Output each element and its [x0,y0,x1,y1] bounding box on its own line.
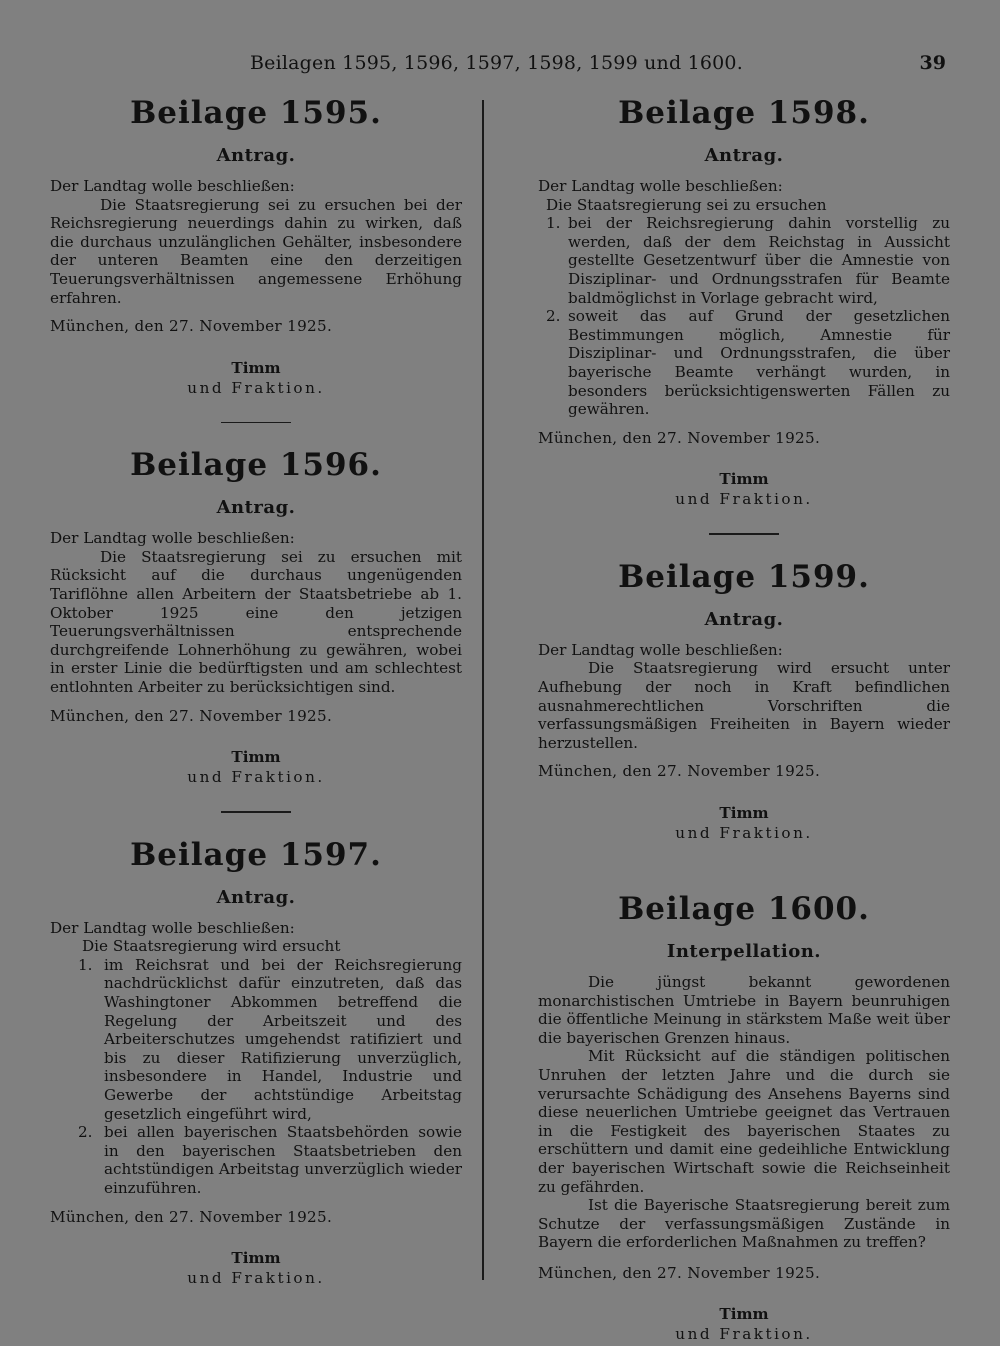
running-title: Beilagen 1595, 1596, 1597, 1598, 1599 und 1600. [250,52,743,74]
section-body: Die Staatsregierung wird ersucht unter Aufhebung der noch in Kraft befindlichen ausnahmerechtlichen Vorschriften die verfassungsmäßigen Freiheiten in Bayern wieder herzustellen. [538,659,950,752]
section-separator [221,422,291,424]
beilage-1600 [538,891,950,1345]
section-signer: Timm [719,1305,769,1324]
section-heading: Beilage 1599. [618,558,870,595]
section-heading: Beilage 1596. [130,447,382,484]
section-intro: Der Landtag wolle beschließen: [538,640,783,659]
numbered-list [50,956,462,1198]
section-date: München, den 27. November 1925. [538,1263,821,1282]
section-separator [221,811,291,813]
section-spacer [538,843,950,891]
beilage-1596 [50,447,462,787]
section-subhead: Antrag. [216,145,296,166]
left-column [50,95,462,1288]
section-intro: Der Landtag wolle beschließen: [50,918,295,937]
section-faction: und Fraktion. [675,1325,813,1344]
section-subhead: Antrag. [704,608,784,630]
running-head [0,52,1000,78]
numbered-list [538,214,950,419]
beilage-1599 [538,559,950,843]
list-item [538,307,950,419]
section-intro: Der Landtag wolle beschließen: [50,177,295,195]
section-subhead: Interpellation. [666,940,822,962]
section-subhead: Antrag. [216,497,296,519]
section-date: München, den 27. November 1925. [538,762,821,781]
list-text: im Reichsrat und bei der Reichsregierung nachdrücklichst dafür einzutreten, daß das Washingtoner Abkommen betreffend die Regelung der Arbeitszeit und des Arbeiterschutzes umgehendst ratifiziert und bis zu dieser Ratifizierung unverzüglich, insbesondere in Handel, Industrie und Gewerbe der achtstündige Arbeitstag gesetzlich eingeführt wird, [104,955,462,1123]
section-subhead: Antrag. [704,145,784,166]
section-faction: und Fraktion. [675,490,813,509]
list-number: 1. [78,955,93,974]
section-body: Die Staatsregierung sei zu ersuchen bei der Reichsregierung neuerdings dahin zu wirken, daß die durchaus unzulänglichen Gehälter, insbesondere der unteren Beamten eine den derzeitigen Teuerungsverhältnissen angemessene Erhöhung erfahren. [50,195,462,307]
section-paragraph: Die jüngst bekannt gewordenen monarchistischen Umtriebe in Bayern beunruhigen die öffentliche Meinung in stärkstem Maße weit über die bayerischen Grenzen hinaus. [538,972,950,1047]
section-heading: Beilage 1595. [130,95,382,131]
section-signer: Timm [719,470,769,489]
section-faction: und Fraktion. [187,378,325,397]
section-signer: Timm [231,748,281,767]
list-number: 1. [546,214,561,233]
column-divider [482,100,484,1280]
section-paragraph: Mit Rücksicht auf die ständigen politischen Unruhen der letzten Jahre und die durch sie verursachte Schädigung des Ansehens Bayerns sind diese neuerlichen Umtriebe geeignet das Vertrauen in die Festigkeit des bayerischen Staates zu erschüttern und damit eine gedeihliche Entwicklung der bayerischen Wirtschaft sowie die Reichseinheit zu gefährden. [538,1047,950,1196]
list-number: 2. [546,307,561,326]
section-intro: Der Landtag wolle beschließen: [50,529,295,548]
section-date: München, den 27. November 1925. [50,317,333,336]
beilage-1598 [538,95,950,509]
list-text: bei der Reichsregierung dahin vorstellig zu werden, daß der dem Reichstag in Aussicht gestellte Gesetzentwurf über die Amnestie von Disziplinar- und Ordnungsstrafen für Beamte baldmöglichst in Vorlage gebracht wird, [568,214,950,307]
section-lead: Die Staatsregierung sei zu ersuchen [546,195,827,214]
section-separator [709,533,779,535]
section-subhead: Antrag. [216,886,296,908]
beilage-1597 [50,837,462,1289]
section-date: München, den 27. November 1925. [538,428,821,447]
list-text: bei allen bayerischen Staatsbehörden sowie in den bayerischen Staatsbetrieben den achtstündigen Arbeitstag unverzüglich wieder einzuführen. [104,1123,462,1197]
section-faction: und Fraktion. [675,823,813,842]
list-item [538,214,950,307]
section-signer: Timm [231,1249,281,1268]
list-item [50,1123,462,1197]
right-column [538,95,950,1344]
section-heading: Beilage 1597. [130,836,382,873]
section-faction: und Fraktion. [187,1269,325,1288]
section-body: Die Staatsregierung sei zu ersuchen mit Rücksicht auf die durchaus ungenügenden Tariflöhne allen Arbeitern der Staatsbetriebe ab 1. Oktober 1925 eine den jetzigen Teuerungsverhältnissen entsprechende durchgreifende Lohnerhöhung zu gewähren, wobei in erster Linie die bedürftigsten und am schlechtest entlohnten Arbeiter zu berücksichtigen sind. [50,547,462,696]
section-paragraph: Ist die Bayerische Staatsregierung bereit zum Schutze der verfassungsmäßigen Zustände in Bayern die erforderlichen Maßnahmen zu treffen? [538,1196,950,1252]
beilage-1595 [50,95,462,398]
section-intro: Der Landtag wolle beschließen: [538,177,783,195]
section-date: München, den 27. November 1925. [50,706,333,725]
list-text: soweit das auf Grund der gesetzlichen Bestimmungen möglich, Amnestie für Disziplinar- und Ordnungsstrafen, die über bayerische Beamte verhängt wurden, in besonders berücksichtigenswerten Fällen zu gewähren. [568,307,950,419]
section-date: München, den 27. November 1925. [50,1207,333,1226]
list-item [50,956,462,1123]
section-heading: Beilage 1600. [618,890,870,927]
section-heading: Beilage 1598. [618,95,870,131]
section-faction: und Fraktion. [187,768,325,787]
section-lead: Die Staatsregierung wird ersucht [82,937,341,956]
section-signer: Timm [231,358,281,377]
section-signer: Timm [719,803,769,822]
list-number: 2. [78,1123,93,1142]
page-number: 39 [919,52,946,74]
